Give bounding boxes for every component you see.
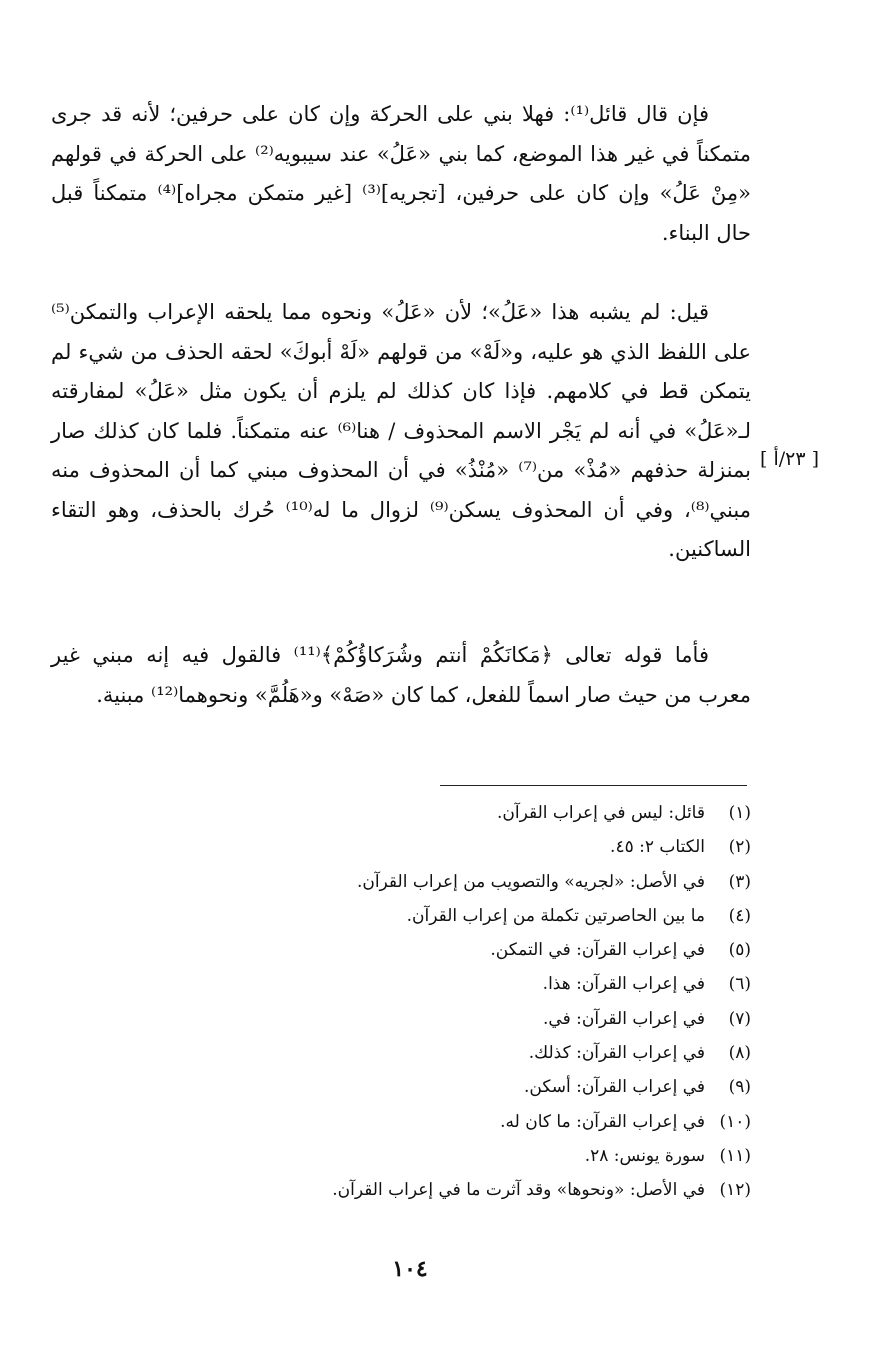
footnote-number: (١٢) (719, 1180, 751, 1201)
body-text-block-1 (51, 95, 751, 253)
footnote-text: ما بين الحاصرتين تكملة من إعراب القرآن. (406, 905, 705, 926)
footnote-text: في إعراب القرآن: في. (543, 1008, 705, 1029)
footnote-number: (٢) (728, 837, 751, 858)
body-text-block-3 (51, 636, 751, 715)
footnote-item (191, 899, 751, 933)
footnote-number: (٤) (728, 905, 751, 926)
footnote-number: (٩) (728, 1077, 751, 1098)
footnote-number: (٣) (728, 871, 751, 892)
footnote-number: (٧) (728, 1008, 751, 1029)
footnote-item (191, 1002, 751, 1036)
footnote-text: سورة يونس: ٢٨. (584, 1145, 705, 1166)
footnote-number: (١١) (719, 1145, 751, 1166)
footnotes-list (191, 796, 751, 1208)
footnote-item (191, 1105, 751, 1139)
footnote-item (191, 967, 751, 1001)
footnote-text: في إعراب القرآن: ما كان له. (500, 1111, 705, 1132)
paragraph-2: قيل: لم يشبه هذا «عَلُ»؛ لأن «عَلُ» ونحوه مما يلحقه الإعراب والتمكن⁽⁵⁾ على اللفظ الذي هو عليه، و«لَهْ» من قولهم «لَهْ أبوكَ» لحقه الحذف من شيء لم يتمكن قط في كلامهم. فإذا كان كذلك لم يلزم أن يكون مثل «عَلُ» لمفارقته لـ«عَلُ» في أنه لم يَجْر الاسم المحذوف / هنا⁽⁶⁾ عنه متمكناً. فلما كان كذلك صار بمنزلة حذفهم «مُذْ» من⁽⁷⁾ «مُنْذُ» في أن المحذوف مبني كما أن المحذوف منه مبني⁽⁸⁾، وفي أن المحذوف يسكن⁽⁹⁾ لزوال ما له⁽¹⁰⁾ حُرك بالحذف، وهو التقاء الساكنين. (51, 300, 751, 561)
footnote-item (191, 1070, 751, 1104)
footnote-number: (٦) (728, 974, 751, 995)
footnote-number: (٥) (728, 940, 751, 961)
footnote-item (191, 830, 751, 864)
page-number: ١٠٤ (392, 1256, 428, 1282)
footnote-text: الكتاب ٢: ٤٥. (610, 837, 705, 858)
footnote-item (191, 865, 751, 899)
footnote-text: في إعراب القرآن: كذلك. (528, 1043, 705, 1064)
footnote-item (191, 1139, 751, 1173)
footnote-item (191, 1173, 751, 1207)
footnote-number: (٨) (728, 1043, 751, 1064)
footnote-item (191, 796, 751, 830)
paragraph-3: فأما قوله تعالى ﴿مَكانَكُمْ أنتم وشُرَكاؤُكُمْ﴾⁽¹¹⁾ فالقول فيه إنه مبني غير معرب من حيث صار اسماً للفعل، كما كان «صَهْ» و«هَلُمَّ» ونحوهما⁽¹²⁾ مبنية. (51, 643, 751, 707)
footnote-text: في إعراب القرآن: في التمكن. (490, 940, 705, 961)
footnote-text: في الأصل: «ونحوها» وقد آثرت ما في إعراب القرآن. (332, 1180, 705, 1201)
footnote-text: قائل: ليس في إعراب القرآن. (496, 803, 705, 823)
footnote-text: في الأصل: «لجريه» والتصويب من إعراب القرآن. (356, 871, 705, 892)
paragraph-1: فإن قال قائل⁽¹⁾: فهلا بني على الحركة وإن كان على حرفين؛ لأنه قد جرى متمكناً في غير هذا الموضع، كما بني «عَلُ» عند سيبويه⁽²⁾ على الحركة في قولهم «مِنْ عَلُ» وإن كان على حرفين، [تجريه]⁽³⁾ [غير متمكن مجراه]⁽⁴⁾ متمكناً قبل حال البناء. (51, 102, 751, 245)
manuscript-folio-marker: [ ٢٣/أ ] (760, 448, 820, 470)
footnote-number: (١٠) (719, 1111, 751, 1132)
footnote-separator (440, 785, 747, 786)
footnote-item (191, 933, 751, 967)
footnote-item (191, 1036, 751, 1070)
footnote-number: (١) (728, 803, 751, 823)
footnote-text: في إعراب القرآن: أسكن. (524, 1077, 705, 1098)
body-text-block-2 (51, 293, 751, 570)
footnote-text: في إعراب القرآن: هذا. (542, 974, 705, 995)
